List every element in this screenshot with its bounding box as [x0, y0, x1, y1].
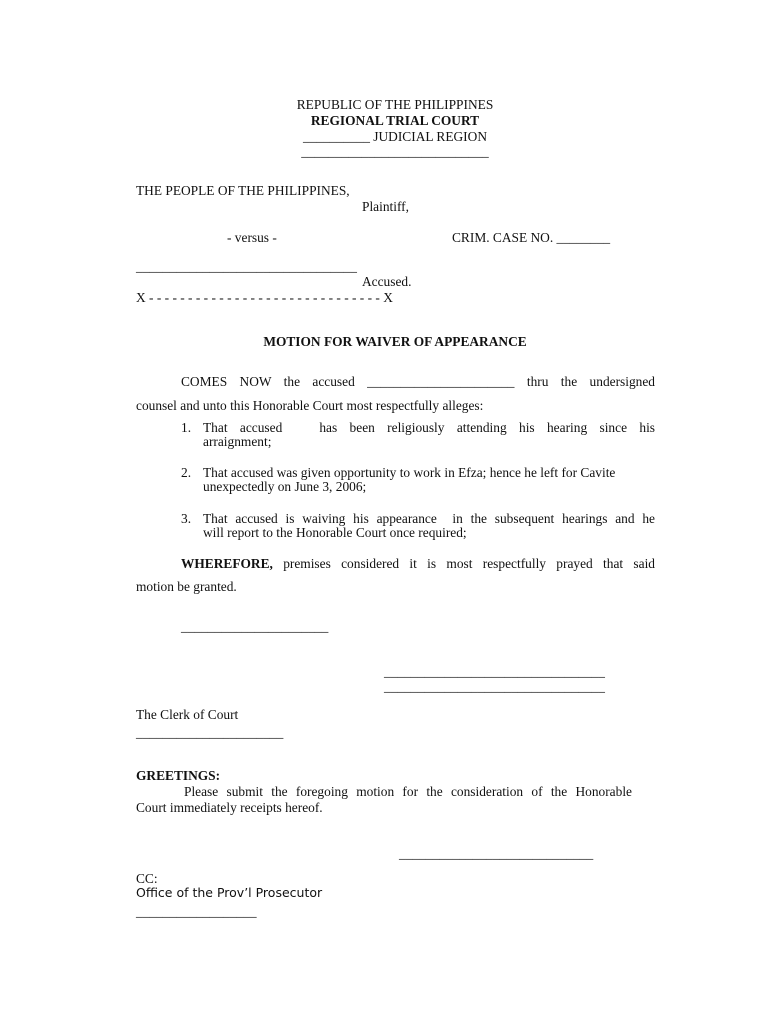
greetings-heading: GREETINGS:	[136, 768, 221, 783]
versus-label: - versus -	[227, 230, 277, 245]
prayer-line-1	[181, 557, 655, 570]
intro-line-2: counsel and unto this Honorable Court most respectfully alleges:	[136, 398, 484, 413]
prayer-line-2: motion be granted.	[136, 579, 237, 594]
plaintiff-role: Plaintiff,	[362, 199, 409, 214]
case-number-field: CRIM. CASE NO. ________	[452, 230, 611, 245]
motion-title: MOTION FOR WAIVER OF APPEARANCE	[263, 334, 527, 349]
prayer-text: premises considered it is most respectfully prayed that said	[272, 556, 655, 571]
cc-recipient-blank: __________________	[136, 904, 257, 919]
allegation-number: 1.	[181, 420, 192, 435]
prayer-lead: WHEREFORE,	[181, 556, 273, 571]
accused-role: Accused.	[362, 274, 412, 289]
cc-recipient: Office of the Prov’l Prosecutor	[136, 885, 323, 900]
notice-body-line-2: Court immediately receipts hereof.	[136, 800, 323, 815]
addressee-blank: ______________________	[136, 725, 284, 740]
caption-separator: X - - - - - - - - - - - - - - - - - - - - - - - - - - - - - - X	[136, 290, 393, 305]
judicial-region-line: __________ JUDICIAL REGION	[303, 129, 487, 144]
notice-signature-blank: _____________________________	[399, 846, 594, 861]
accused-name-blank: _________________________________	[136, 259, 357, 274]
notice-body-line-1: Please submit the foregoing motion for the consideration of the Honorable	[184, 784, 632, 799]
notice-addressee: The Clerk of Court	[136, 707, 239, 722]
republic-heading: REPUBLIC OF THE PHILIPPINES	[296, 97, 494, 112]
date-place-blank: ______________________	[181, 619, 329, 634]
allegation-number: 3.	[181, 511, 192, 526]
cc-label: CC:	[136, 871, 158, 886]
allegation-line-2: arraignment;	[203, 434, 272, 449]
allegation-line-1: That accused has been religiously attending his hearing since his	[203, 420, 655, 435]
allegation-line-1: That accused was given opportunity to work in Efza; hence he left for Cavite	[203, 465, 616, 480]
plaintiff-name: THE PEOPLE OF THE PHILIPPINES,	[136, 183, 350, 198]
allegation-line-2: unexpectedly on June 3, 2006;	[203, 479, 367, 494]
intro-line-1: COMES NOW the accused ______________________ thru the undersigned	[181, 374, 655, 389]
allegation-number: 2.	[181, 465, 192, 480]
branch-blank-line: ____________________________	[301, 144, 489, 159]
court-heading: REGIONAL TRIAL COURT	[310, 113, 480, 128]
allegation-line-1: That accused is waiving his appearance in the subsequent hearings and he	[203, 511, 655, 526]
allegation-line-2: will report to the Honorable Court once required;	[203, 525, 467, 540]
counsel-signature-blank-1: _________________________________	[384, 664, 605, 679]
counsel-signature-blank-2: _________________________________	[384, 679, 605, 694]
